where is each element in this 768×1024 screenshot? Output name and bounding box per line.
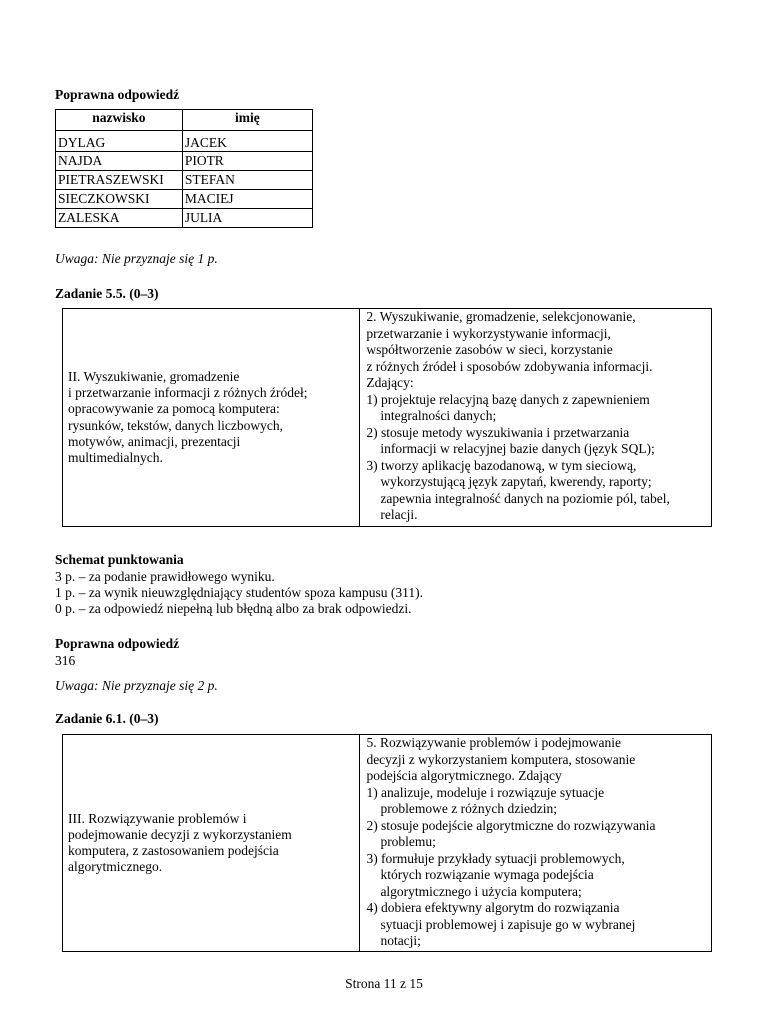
text-line: relacji. [380, 507, 418, 522]
text-line: informacji w relacyjnej bazie danych (język SQL); [380, 441, 655, 456]
text-line: multimedialnych. [68, 449, 163, 465]
text-line: współtworzenie zasobów w sieci, korzystanie [366, 342, 613, 357]
detailed-requirement-cell [360, 309, 712, 527]
scoring-scheme-list [55, 569, 423, 618]
table-row [56, 171, 313, 190]
text-line: wykorzystującą język zapytań, kwerendy, raporty; [380, 474, 652, 489]
cell-firstname: MACIEJ [182, 190, 312, 209]
table-row [56, 190, 313, 209]
cell-surname: SIECZKOWSKI [56, 190, 183, 209]
text-line: problemu; [380, 834, 436, 849]
text-line: notacji; [380, 933, 421, 948]
scoring-item: 0 p. – za odpowiedź niepełną lub błędną albo za brak odpowiedzi. [55, 601, 412, 617]
text-line: 1) projektuje relacyjną bazę danych z zapewnieniem [366, 391, 650, 407]
column-header-surname: nazwisko [56, 110, 183, 131]
general-requirement-cell [63, 735, 360, 952]
note-2: Uwaga: Nie przyznaje się 2 p. [55, 678, 218, 693]
answer-heading-1: Poprawna odpowiedź [55, 87, 180, 102]
text-line: II. Wyszukiwanie, gromadzenie [68, 368, 240, 384]
cell-surname: ZALESKA [56, 209, 183, 228]
text-line: III. Rozwiązywanie problemów i [68, 810, 247, 826]
text-line: algorytmicznego i użycia komputera; [380, 883, 582, 899]
task-6-1-title: Zadanie 6.1. (0–3) [55, 711, 159, 726]
text-line: 3) formułuje przykłady sytuacji problemowych, [366, 850, 625, 866]
task-5-5-requirements-table [62, 308, 712, 527]
table-row [56, 209, 313, 228]
text-line: z różnych źródeł i sposobów zdobywania informacji. [366, 358, 653, 374]
general-requirement-cell [63, 309, 360, 527]
task-5-5-title: Zadanie 5.5. (0–3) [55, 286, 159, 301]
cell-firstname: STEFAN [182, 171, 312, 190]
text-line: zapewnia integralność danych na poziomie pól, tabel, [380, 490, 670, 506]
answer-heading-2: Poprawna odpowiedź [55, 636, 180, 651]
text-line: opracowywanie za pomocą komputera: [68, 401, 280, 417]
text-line: integralności danych; [380, 408, 497, 423]
answer-value: 316 [55, 653, 76, 668]
text-line: 3) tworzy aplikację bazodanową, w tym sieciową, [366, 457, 637, 473]
scoring-item: 3 p. – za podanie prawidłowego wyniku. [55, 569, 275, 584]
names-table [55, 109, 313, 228]
text-line: podejścia algorytmicznego. Zdający [366, 768, 562, 783]
scoring-item: 1 p. – za wynik nieuwzględniający studentów spoza kampusu (311). [55, 585, 424, 601]
text-line: 1) analizuje, modeluje i rozwiązuje sytuacje [366, 784, 605, 800]
cell-firstname: JULIA [182, 209, 312, 228]
cell-surname: PIETRASZEWSKI [56, 171, 183, 190]
cell-firstname: JACEK [182, 131, 312, 152]
table-row [56, 152, 313, 171]
text-line: których rozwiązanie wymaga podejścia [380, 867, 594, 882]
text-line: i przetwarzanie informacji z różnych źródeł; [68, 385, 308, 401]
cell-surname: NAJDA [56, 152, 183, 171]
page-number: Strona 11 z 15 [345, 976, 423, 991]
detailed-requirement-cell [360, 735, 712, 952]
cell-firstname: PIOTR [182, 152, 312, 171]
text-line: 4) dobiera efektywny algorytm do rozwiązania [366, 900, 620, 915]
note-1: Uwaga: Nie przyznaje się 1 p. [55, 251, 218, 266]
text-line: 2) stosuje podejście algorytmiczne do rozwiązywania [366, 817, 656, 833]
text-line: motywów, animacji, prezentacji [68, 433, 241, 449]
text-line: przetwarzanie i wykorzystywanie informacji, [366, 325, 611, 341]
text-line: problemowe z różnych dziedzin; [380, 801, 557, 816]
cell-surname: DYLAG [56, 131, 183, 152]
text-line: rysunków, tekstów, danych liczbowych, [68, 417, 283, 433]
table-row [56, 131, 313, 152]
text-line: 5. Rozwiązywanie problemów i podejmowanie [366, 735, 621, 750]
task-6-1-requirements-table [62, 734, 712, 952]
text-line: podejmowanie decyzji z wykorzystaniem [68, 826, 292, 842]
text-line: Zdający: [366, 375, 414, 390]
text-line: sytuacji problemowej i zapisuje go w wybranej [380, 916, 636, 932]
text-line: 2) stosuje metody wyszukiwania i przetwarzania [366, 424, 630, 440]
text-line: algorytmicznego. [68, 859, 163, 875]
text-line: komputera, z zastosowaniem podejścia [68, 843, 279, 858]
column-header-firstname: imię [182, 110, 312, 131]
text-line: decyzji z wykorzystaniem komputera, stosowanie [366, 751, 636, 767]
text-line: 2. Wyszukiwanie, gromadzenie, selekcjonowanie, [366, 309, 636, 324]
scoring-scheme-title: Schemat punktowania [55, 552, 184, 567]
